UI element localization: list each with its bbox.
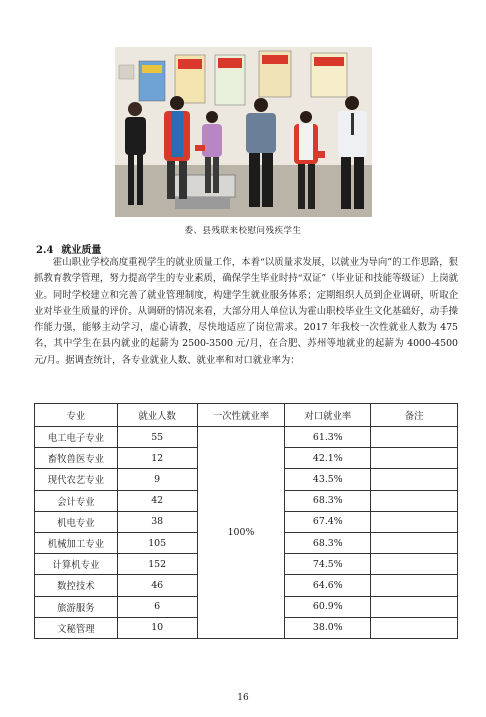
- cell-major: 机电专业: [35, 511, 118, 532]
- cell-match: 61.3%: [285, 427, 371, 448]
- cell-note: [371, 427, 458, 448]
- header-note: 备注: [371, 404, 458, 427]
- cell-note: [371, 448, 458, 469]
- header-count: 就业人数: [117, 404, 197, 427]
- cell-count: 55: [117, 427, 197, 448]
- header-major: 专业: [35, 404, 118, 427]
- cell-match: 42.1%: [285, 448, 371, 469]
- cell-count: 105: [117, 532, 197, 553]
- cell-major: 机械加工专业: [35, 532, 118, 553]
- employment-table: [34, 403, 458, 639]
- cell-note: [371, 511, 458, 532]
- cell-match: 43.5%: [285, 469, 371, 490]
- section-title: 就业质量: [61, 245, 102, 256]
- cell-count: 9: [117, 469, 197, 490]
- cell-match: 68.3%: [285, 532, 371, 553]
- cell-major: 文秘管理: [35, 617, 118, 638]
- table-row: [35, 427, 458, 448]
- cell-major: 计算机专业: [35, 554, 118, 575]
- cell-match: 74.5%: [285, 554, 371, 575]
- cell-note: [371, 469, 458, 490]
- cell-match: 38.0%: [285, 617, 371, 638]
- section-number: 2.4: [36, 245, 54, 256]
- cell-major: 畜牧兽医专业: [35, 448, 118, 469]
- event-photo: [115, 47, 372, 217]
- cell-major: 现代农艺专业: [35, 469, 118, 490]
- cell-match: 60.9%: [285, 596, 371, 617]
- cell-note: [371, 554, 458, 575]
- photo-caption: 委、县残联来校慰问残疾学生: [184, 226, 302, 236]
- header-first-rate: 一次性就业率: [197, 404, 285, 427]
- page-number: 16: [237, 693, 249, 703]
- table-header-row: [35, 404, 458, 427]
- cell-note: [371, 617, 458, 638]
- cell-first-rate-merged: 100%: [197, 427, 285, 639]
- cell-major: 旅游服务: [35, 596, 118, 617]
- cell-major: 电工电子专业: [35, 427, 118, 448]
- cell-major: 会计专业: [35, 490, 118, 511]
- cell-count: 42: [117, 490, 197, 511]
- cell-note: [371, 596, 458, 617]
- cell-count: 6: [117, 596, 197, 617]
- cell-note: [371, 575, 458, 596]
- cell-count: 10: [117, 617, 197, 638]
- cell-count: 152: [117, 554, 197, 575]
- cell-count: 46: [117, 575, 197, 596]
- cell-count: 38: [117, 511, 197, 532]
- cell-major: 数控技术: [35, 575, 118, 596]
- cell-match: 64.6%: [285, 575, 371, 596]
- body-paragraph: 霍山职业学校高度重视学生的就业质量工作，本着“以质量求发展，以就业为导向”的工作思路，狠抓教育教学管理，努力提高学生的专业素质，确保学生毕业时持“双证”（毕业证和技能等级证）上岗就业。同时学校建立和完善了就业管理制度，构建学生就业服务体系；定期组织人员到企业调研，听取企业对毕业生质量的评价。从调研的情况来看，大部分用人单位认为霍山职校毕业生文化基础好，动手操作能力强，能够主动学习，虚心请教，尽快地适应了岗位需求。2017 年我校一次性就业人数为 475 名，其中学生在县内就业的起薪为 2500-3500 元/月，在合肥、苏州等地就业的起薪为 4000-4500 元/月。据调查统计，各专业就业人数、就业率和对口就业率为：: [34, 257, 458, 366]
- section-heading: [36, 241, 101, 256]
- event-photo-illustration: [115, 47, 372, 217]
- cell-note: [371, 532, 458, 553]
- cell-note: [371, 490, 458, 511]
- cell-match: 67.4%: [285, 511, 371, 532]
- cell-match: 68.3%: [285, 490, 371, 511]
- header-match-rate: 对口就业率: [285, 404, 371, 427]
- cell-count: 12: [117, 448, 197, 469]
